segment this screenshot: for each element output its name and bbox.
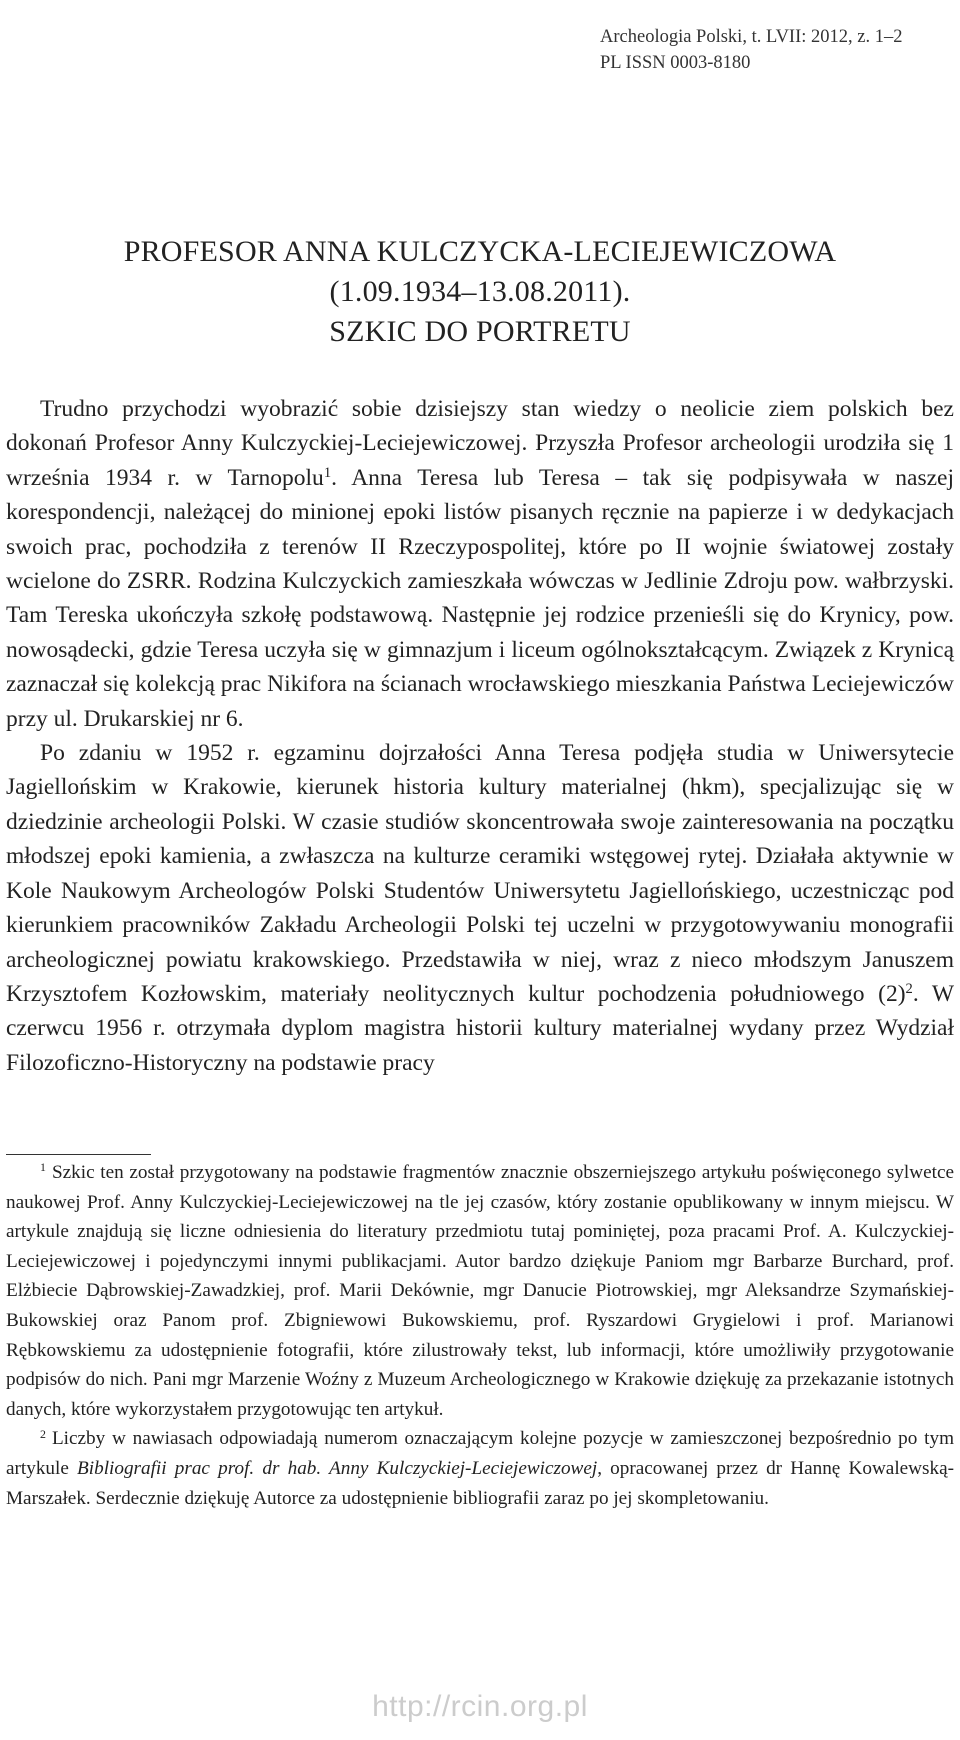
footnote-1: $^1$ Szkic ten został przygotowany na podstawie fragmentów znacznie obszerniejszego artykułu poświęconego sylwetce naukowej Prof. Anny Kulczyckiej-Leciejewiczowej na tle jej czasów, który zostanie opublikowany w innym miejscu. W artykule znajdują się liczne odniesienia do literatury przedmiotu tutaj pominiętej, poza pracami Prof. A. Kulczyckiej-Leciejewiczowej i pojedynczymi innymi publikacjami. Autor bardzo dziękuje Paniom mgr Barbarze Burchard, prof. Elżbiecie Dąbrowskiej-Zawadzkiej, prof. Marii Dekównie, mgr Danucie Piotrowskiej, mgr Aleksandrze Szymańskiej-Bukowskiej oraz Panom prof. Zbigniewowi Bukowskiemu, prof. Ryszardowi Grygielowi i prof. Marianowi Rębkowskiemu za udostępnienie fotografii, które zilustrowały tekst, lub informacji, które umożliwiły przygotowanie podpisów do nich. Pani mgr Marzenie Woźny z Muzeum Archeologicznego w Krakowie dziękuję za przekazanie istotnych danych, które wykorzystałem przygotowując ten artykuł. bbox=[6, 1160, 954, 1420]
title-line-name: PROFESOR ANNA KULCZYCKA-LECIEJEWICZOWA bbox=[123, 235, 837, 268]
running-head bbox=[600, 24, 940, 76]
watermark-url: http://rcin.org.pl bbox=[372, 1690, 588, 1723]
footnote-2: $^2$ Liczby w nawiasach odpowiadają numerom oznaczającym kolejne pozycje w zamieszczonej bezpośrednio po tym artykule Bibliografii prac prof. dr hab. Anny Kulczyckiej-Leciejewiczowej, opracowanej przez dr Hannę Kowalewską-Marszałek. Serdecznie dziękuję Autorce za udostępnienie bibliografii zaraz po jej skompletowaniu. bbox=[6, 1426, 954, 1509]
footnotes bbox=[6, 1158, 954, 1513]
paragraph: Po zdaniu w 1952 r. egzaminu dojrzałości Anna Teresa podjęła studia w Uniwersytecie Jagiellońskim w Krakowie, kierunek historia kultury materialnej (hkm), specjalizując się w dziedzinie archeologii Polski. W czasie studiów skoncentrowała swoje zainteresowania na początku młodszej epoki kamienia, a zwłaszcza na kulturze ceramiki wstęgowej rytej. Działała aktywnie w Kole Naukowym Archeologów Polski Studentów Uniwersytetu Jagiellońskiego, uczestnicząc pod kierunkiem pracowników Zakładu Archeologii Polski tej uczelni w przygotowywaniu monografii archeologicznej powiatu krakowskiego. Przedstawiła w niej, wraz z nieco młodszym Januszem Krzysztofem Kozłowskim, materiały neolitycznych kultur pochodzenia południowego $(2)^2$. W czerwcu 1956 r. otrzymała dyplom magistra historii kultury materialnej wydany przez Wydział Filozoficzno-Historyczny na podstawie pracy bbox=[6, 740, 954, 1076]
footnote-ref-2[interactable]: 2 bbox=[905, 980, 913, 997]
journal-citation: Archeologia Polski, t. LVII: 2012, z. 1–2 bbox=[600, 27, 903, 47]
footnote-number: 2 bbox=[40, 1426, 46, 1441]
footnote-ref-1[interactable]: 1 bbox=[323, 464, 332, 481]
footnote-separator bbox=[6, 1154, 151, 1155]
title-line-subtitle: SZKIC DO PORTRETU bbox=[329, 315, 631, 348]
bibliography-title: Bibliografii prac prof. dr hab. Anny Kulczyckiej-Leciejewiczowej bbox=[77, 1457, 598, 1479]
title-line-dates: (1.09.1934–13.08.2011). bbox=[329, 275, 631, 308]
paragraph: Trudno przychodzi wyobrazić sobie dzisiejszy stan wiedzy o neolicie ziem polskich bez dokonań Profesor Anny Kulczyckiej-Leciejewiczowej. Przyszła Profesor archeologii urodziła się 1 września 1934 r. w Tarnopolu$^1$. Anna Teresa lub Teresa – tak się podpisywała w naszej korespondencji, należącej do minionej epoki listów pisanych ręcznie na papierze i w dedykacjach swoich prac, pochodziła z terenów II Rzeczypospolitej, które po II wojnie światowej zostały wcielone do ZSRR. Rodzina Kulczyckich zamieszkała wówczas w Jedlinie Zdroju pow. wałbrzyski. Tam Tereska ukończyła szkołę podstawową. Następnie jej rodzice przenieśli się do Krynicy, pow. nowosądecki, gdzie Teresa uczyła się w gimnazjum i liceum ogólnokształcącym. Związek z Krynicą zaznaczał się kolekcją prac Nikifora na ścianach wrocławskiego mieszkania Państwa Leciejewiczów przy ul. Drukarskiej nr 6. bbox=[6, 396, 954, 732]
footnote-number: 1 bbox=[40, 1160, 46, 1175]
issn: PL ISSN 0003-8180 bbox=[600, 53, 751, 73]
article-title bbox=[0, 232, 960, 352]
article-body bbox=[6, 392, 954, 1080]
